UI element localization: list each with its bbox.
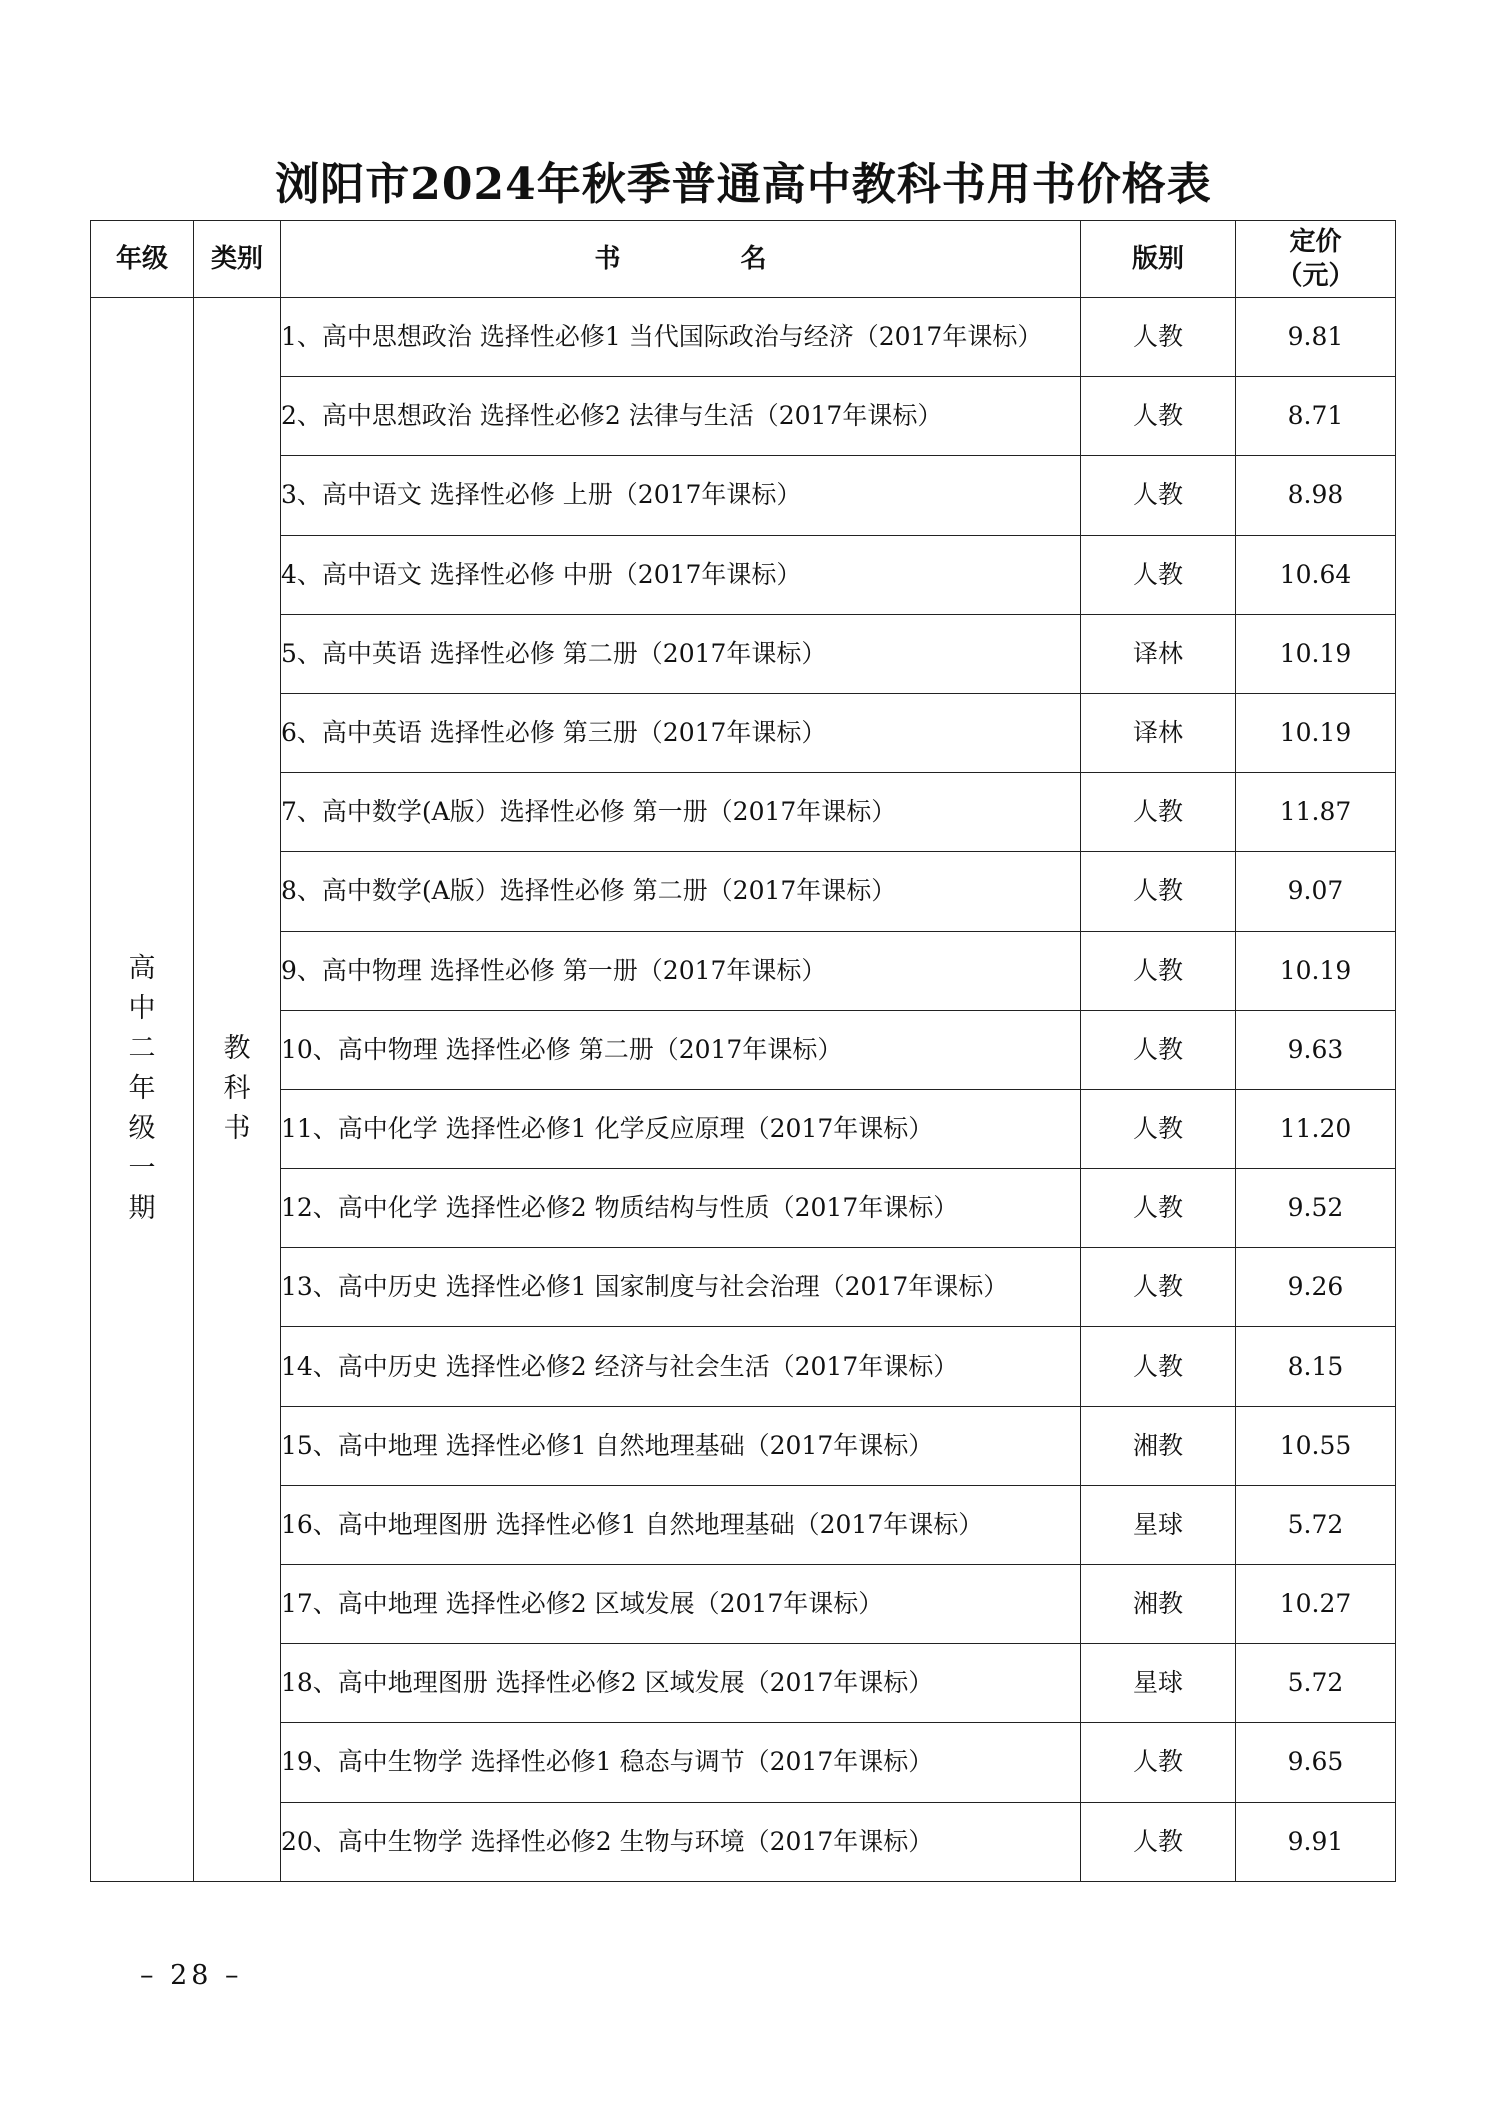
- header-price-line1: 定价: [1289, 227, 1342, 257]
- edition-cell: 人教: [1081, 456, 1236, 535]
- book-name-cell: 4、高中语文 选择性必修 中册（2017年课标）: [281, 535, 1081, 614]
- book-name-cell: 5、高中英语 选择性必修 第二册（2017年课标）: [281, 614, 1081, 693]
- price-cell: 9.26: [1236, 1248, 1396, 1327]
- book-name-cell: 17、高中地理 选择性必修2 区域发展（2017年课标）: [281, 1565, 1081, 1644]
- category-cell: [194, 298, 281, 1882]
- book-name-cell: 3、高中语文 选择性必修 上册（2017年课标）: [281, 456, 1081, 535]
- price-cell: 9.91: [1236, 1802, 1396, 1881]
- book-name-cell: 13、高中历史 选择性必修1 国家制度与社会治理（2017年课标）: [281, 1248, 1081, 1327]
- table-row: [91, 1644, 1396, 1723]
- price-cell: 10.64: [1236, 535, 1396, 614]
- edition-cell: 人教: [1081, 1248, 1236, 1327]
- price-cell: 8.71: [1236, 377, 1396, 456]
- table-row: [91, 693, 1396, 772]
- page-number: – 28 –: [140, 1960, 243, 1991]
- header-edition: 版别: [1081, 221, 1236, 298]
- edition-cell: 湘教: [1081, 1565, 1236, 1644]
- book-name-cell: 15、高中地理 选择性必修1 自然地理基础（2017年课标）: [281, 1406, 1081, 1485]
- book-name-cell: 14、高中历史 选择性必修2 经济与社会生活（2017年课标）: [281, 1327, 1081, 1406]
- price-cell: 10.19: [1236, 693, 1396, 772]
- table-row: [91, 1406, 1396, 1485]
- table-row: [91, 1169, 1396, 1248]
- edition-cell: 人教: [1081, 1169, 1236, 1248]
- table-row: [91, 377, 1396, 456]
- table-row: [91, 614, 1396, 693]
- book-name-cell: 1、高中思想政治 选择性必修1 当代国际政治与经济（2017年课标）: [281, 298, 1081, 377]
- table-header-row: [91, 221, 1396, 298]
- book-name-cell: 2、高中思想政治 选择性必修2 法律与生活（2017年课标）: [281, 377, 1081, 456]
- header-book-name-text: 书名: [594, 244, 887, 274]
- table-row: [91, 1565, 1396, 1644]
- price-cell: 9.81: [1236, 298, 1396, 377]
- table-row: [91, 1485, 1396, 1564]
- edition-cell: 人教: [1081, 377, 1236, 456]
- table-row: [91, 1089, 1396, 1168]
- edition-cell: 湘教: [1081, 1406, 1236, 1485]
- edition-cell: 人教: [1081, 1723, 1236, 1802]
- edition-cell: 人教: [1081, 773, 1236, 852]
- table-row: [91, 1327, 1396, 1406]
- header-category: 类别: [194, 221, 281, 298]
- edition-cell: 星球: [1081, 1644, 1236, 1723]
- edition-cell: 人教: [1081, 931, 1236, 1010]
- header-book-name: [281, 221, 1081, 298]
- book-name-cell: 9、高中物理 选择性必修 第一册（2017年课标）: [281, 931, 1081, 1010]
- edition-cell: 人教: [1081, 298, 1236, 377]
- price-cell: 10.27: [1236, 1565, 1396, 1644]
- edition-cell: 译林: [1081, 693, 1236, 772]
- table-row: [91, 456, 1396, 535]
- header-price: [1236, 221, 1396, 298]
- price-cell: 8.15: [1236, 1327, 1396, 1406]
- price-cell: 11.20: [1236, 1089, 1396, 1168]
- price-cell: 9.65: [1236, 1723, 1396, 1802]
- grade-text: 高中二年级一期: [128, 953, 156, 1225]
- price-cell: 8.98: [1236, 456, 1396, 535]
- price-cell: 10.19: [1236, 614, 1396, 693]
- edition-cell: 人教: [1081, 1010, 1236, 1089]
- price-cell: 9.52: [1236, 1169, 1396, 1248]
- book-name-cell: 7、高中数学(A版）选择性必修 第一册（2017年课标）: [281, 773, 1081, 852]
- table-row: [91, 1010, 1396, 1089]
- table-row: [91, 1723, 1396, 1802]
- book-name-cell: 20、高中生物学 选择性必修2 生物与环境（2017年课标）: [281, 1802, 1081, 1881]
- category-text: 教科书: [223, 1033, 251, 1145]
- header-grade: 年级: [91, 221, 194, 298]
- table-row: [91, 1802, 1396, 1881]
- header-price-line2: （元）: [1276, 261, 1355, 291]
- table-row: [91, 931, 1396, 1010]
- table-body: [91, 298, 1396, 1882]
- page-title: 浏阳市2024年秋季普通高中教科书用书价格表: [275, 159, 1212, 210]
- price-cell: 9.63: [1236, 1010, 1396, 1089]
- price-cell: 10.19: [1236, 931, 1396, 1010]
- book-name-cell: 19、高中生物学 选择性必修1 稳态与调节（2017年课标）: [281, 1723, 1081, 1802]
- book-name-cell: 11、高中化学 选择性必修1 化学反应原理（2017年课标）: [281, 1089, 1081, 1168]
- edition-cell: 人教: [1081, 1802, 1236, 1881]
- book-name-cell: 6、高中英语 选择性必修 第三册（2017年课标）: [281, 693, 1081, 772]
- table-row: [91, 535, 1396, 614]
- price-cell: 10.55: [1236, 1406, 1396, 1485]
- edition-cell: 人教: [1081, 852, 1236, 931]
- grade-cell: [91, 298, 194, 1882]
- edition-cell: 人教: [1081, 1327, 1236, 1406]
- book-name-cell: 8、高中数学(A版）选择性必修 第二册（2017年课标）: [281, 852, 1081, 931]
- price-cell: 5.72: [1236, 1644, 1396, 1723]
- table-row: [91, 852, 1396, 931]
- price-cell: 9.07: [1236, 852, 1396, 931]
- price-table: [90, 220, 1396, 1882]
- book-name-cell: 16、高中地理图册 选择性必修1 自然地理基础（2017年课标）: [281, 1485, 1081, 1564]
- edition-cell: 人教: [1081, 1089, 1236, 1168]
- table-row: [91, 1248, 1396, 1327]
- edition-cell: 译林: [1081, 614, 1236, 693]
- edition-cell: 人教: [1081, 535, 1236, 614]
- table-row: [91, 773, 1396, 852]
- edition-cell: 星球: [1081, 1485, 1236, 1564]
- book-name-cell: 10、高中物理 选择性必修 第二册（2017年课标）: [281, 1010, 1081, 1089]
- price-cell: 5.72: [1236, 1485, 1396, 1564]
- price-cell: 11.87: [1236, 773, 1396, 852]
- book-name-cell: 12、高中化学 选择性必修2 物质结构与性质（2017年课标）: [281, 1169, 1081, 1248]
- table-row: [91, 298, 1396, 377]
- book-name-cell: 18、高中地理图册 选择性必修2 区域发展（2017年课标）: [281, 1644, 1081, 1723]
